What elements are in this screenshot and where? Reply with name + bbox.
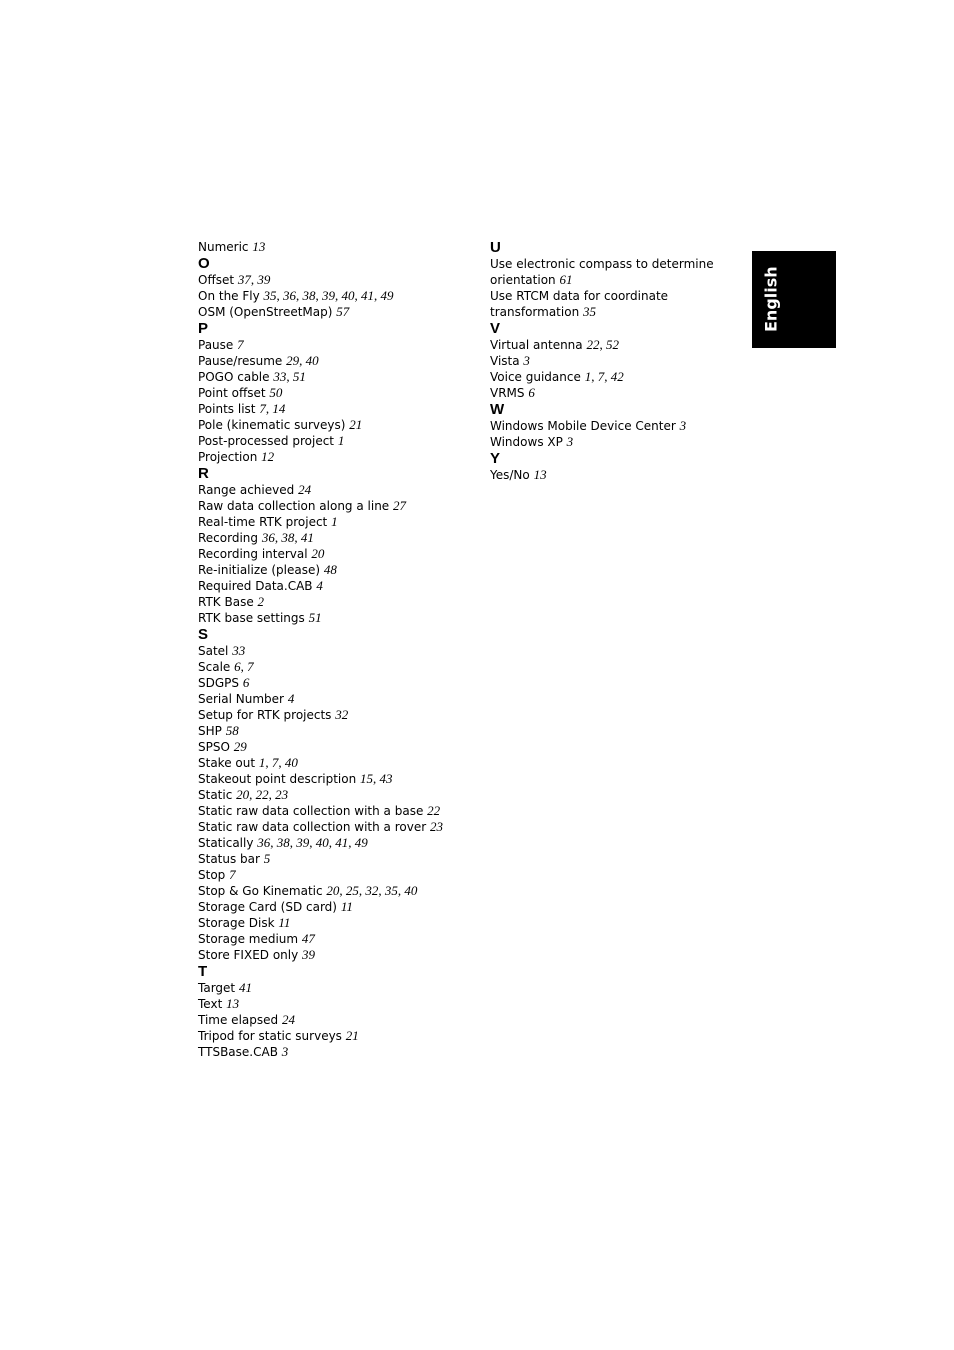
page-number: 1 bbox=[258, 755, 266, 770]
index-entry bbox=[490, 288, 730, 304]
index-entry bbox=[198, 449, 468, 465]
index-term: Pause bbox=[198, 338, 234, 352]
page-number: 51 bbox=[308, 610, 322, 625]
page-number: 14 bbox=[272, 401, 286, 416]
index-term: Numeric bbox=[198, 240, 249, 254]
index-entry bbox=[490, 369, 730, 385]
page-number: 40 bbox=[315, 835, 329, 850]
page-references: 20, 25, 32, 35, 40 bbox=[326, 883, 418, 898]
page-number: 3 bbox=[566, 434, 574, 449]
page-number: 40 bbox=[341, 288, 355, 303]
index-entry bbox=[198, 1012, 468, 1028]
page-references bbox=[243, 675, 250, 690]
index-entry bbox=[198, 594, 468, 610]
page-references bbox=[427, 803, 440, 818]
index-term: Projection bbox=[198, 450, 258, 464]
index-letter-heading-w: W bbox=[490, 401, 505, 418]
index-term: transformation bbox=[490, 305, 580, 319]
index-entry bbox=[198, 239, 468, 255]
index-term: RTK base settings bbox=[198, 611, 305, 625]
index-entry bbox=[490, 256, 730, 272]
index-entry bbox=[490, 467, 730, 483]
page-number: 36 bbox=[257, 835, 271, 850]
index-term: OSM (OpenStreetMap) bbox=[198, 305, 333, 319]
page-number: 1 bbox=[331, 514, 338, 529]
index-letter-heading-p: P bbox=[198, 320, 209, 337]
index-term: Windows XP bbox=[490, 435, 563, 449]
index-entry bbox=[198, 288, 468, 304]
index-term: Vista bbox=[490, 354, 520, 368]
page-number: 61 bbox=[559, 272, 573, 287]
index-term: Statically bbox=[198, 836, 254, 850]
page-references bbox=[309, 610, 322, 625]
page-number: 57 bbox=[336, 304, 350, 319]
page-number: 29 bbox=[233, 739, 247, 754]
page-number: 20 bbox=[311, 546, 325, 561]
index-entry bbox=[198, 980, 468, 996]
page-number: 35 bbox=[263, 288, 277, 303]
index-entry bbox=[198, 562, 468, 578]
page-number: 36 bbox=[283, 288, 297, 303]
page-number: 49 bbox=[354, 835, 368, 850]
page-number: 21 bbox=[345, 1028, 359, 1043]
page-number: 6 bbox=[528, 385, 535, 400]
index-entry bbox=[490, 434, 730, 450]
page-references bbox=[559, 272, 572, 287]
page-references bbox=[239, 980, 252, 995]
index-entry bbox=[198, 899, 468, 915]
page-number: 52 bbox=[605, 337, 619, 352]
page-number: 24 bbox=[281, 1012, 295, 1027]
page-references bbox=[335, 707, 348, 722]
index-term: orientation bbox=[490, 273, 556, 287]
page-references: 1, 7, 42 bbox=[584, 369, 624, 384]
index-letter-heading-o: O bbox=[198, 255, 210, 272]
index-term: Time elapsed bbox=[198, 1013, 279, 1027]
index-column-right bbox=[490, 239, 730, 483]
page-references: 1, 7, 40 bbox=[258, 755, 298, 770]
index-term: On the Fly bbox=[198, 289, 260, 303]
page-references bbox=[288, 691, 295, 706]
index-entry bbox=[490, 385, 730, 401]
page-number: 39 bbox=[302, 947, 316, 962]
page-references bbox=[232, 643, 245, 658]
index-letter-heading-y: Y bbox=[490, 450, 501, 467]
index-column-left bbox=[198, 239, 468, 1060]
page-references bbox=[393, 498, 406, 513]
index-term: Stake out bbox=[198, 756, 256, 770]
index-term: Offset bbox=[198, 273, 235, 287]
page-number: 32 bbox=[365, 883, 379, 898]
page-number: 15 bbox=[360, 771, 374, 786]
page-references bbox=[264, 851, 271, 866]
page-number: 22 bbox=[586, 337, 600, 352]
page-number: 42 bbox=[610, 369, 624, 384]
page-number: 22 bbox=[255, 787, 269, 802]
index-term: Virtual antenna bbox=[490, 338, 583, 352]
index-term: Status bar bbox=[198, 852, 260, 866]
index-term: Target bbox=[198, 981, 236, 995]
index-entry bbox=[198, 723, 468, 739]
index-letter-heading-u: U bbox=[490, 239, 501, 256]
page-number: 23 bbox=[275, 787, 289, 802]
index-entry bbox=[198, 1044, 468, 1060]
index-term: Windows Mobile Device Center bbox=[490, 419, 676, 433]
index-term: Stakeout point description bbox=[198, 772, 357, 786]
page-number: 48 bbox=[323, 562, 337, 577]
index-term: POGO cable bbox=[198, 370, 270, 384]
language-tab bbox=[752, 251, 836, 348]
index-entry bbox=[198, 787, 468, 803]
index-term: Re-initialize (please) bbox=[198, 563, 321, 577]
page-number: 39 bbox=[296, 835, 310, 850]
page-number: 13 bbox=[252, 239, 266, 254]
index-term: Points list bbox=[198, 402, 256, 416]
page-number: 4 bbox=[316, 578, 323, 593]
index-entry bbox=[490, 304, 730, 320]
page-references bbox=[534, 467, 547, 482]
index-term: Point offset bbox=[198, 386, 266, 400]
page-number: 27 bbox=[393, 498, 407, 513]
index-term: Stop bbox=[198, 868, 226, 882]
index-term: Satel bbox=[198, 644, 229, 658]
index-entry bbox=[198, 610, 468, 626]
index-term: Range achieved bbox=[198, 483, 295, 497]
page-number: 35 bbox=[583, 304, 596, 319]
index-entry bbox=[198, 514, 468, 530]
page-references: 7, 14 bbox=[259, 401, 286, 416]
page-number: 25 bbox=[345, 883, 359, 898]
index-entry bbox=[198, 819, 468, 835]
index-term: SHP bbox=[198, 724, 222, 738]
page-references bbox=[346, 1028, 359, 1043]
page-number: 39 bbox=[322, 288, 336, 303]
page-number: 41 bbox=[335, 835, 349, 850]
page-number: 6 bbox=[234, 659, 241, 674]
index-term: Storage medium bbox=[198, 932, 299, 946]
page-references bbox=[341, 899, 353, 914]
page-number: 40 bbox=[305, 353, 319, 368]
page-references bbox=[311, 546, 324, 561]
index-entry bbox=[198, 755, 468, 771]
page-number: 1 bbox=[337, 433, 345, 448]
page-number: 41 bbox=[300, 530, 314, 545]
index-entry bbox=[198, 498, 468, 514]
page-references: 22, 52 bbox=[586, 337, 619, 352]
page-references bbox=[282, 1012, 295, 1027]
page-number: 4 bbox=[287, 691, 295, 706]
page-number: 40 bbox=[404, 883, 418, 898]
language-tab-label: English bbox=[761, 266, 781, 333]
page-references bbox=[331, 514, 338, 529]
index-entry bbox=[198, 401, 468, 417]
page-references bbox=[583, 304, 596, 319]
page-references: 33, 51 bbox=[273, 369, 306, 384]
index-term: Yes/No bbox=[490, 468, 530, 482]
page-references: 35, 36, 38, 39, 40, 41, 49 bbox=[263, 288, 394, 303]
index-term: Recording bbox=[198, 531, 259, 545]
index-entry bbox=[198, 482, 468, 498]
page-number: 21 bbox=[349, 417, 363, 432]
index-entry bbox=[198, 915, 468, 931]
index-entry bbox=[198, 385, 468, 401]
index-entry bbox=[198, 659, 468, 675]
page-references bbox=[336, 304, 349, 319]
page-number: 22 bbox=[427, 803, 441, 818]
index-term: Required Data.CAB bbox=[198, 579, 313, 593]
index-term: Setup for RTK projects bbox=[198, 708, 332, 722]
page-number: 39 bbox=[257, 272, 271, 287]
page-references bbox=[298, 482, 311, 497]
page-references bbox=[226, 723, 239, 738]
page-number: 23 bbox=[429, 819, 443, 834]
index-entry bbox=[198, 433, 468, 449]
page-number: 33 bbox=[232, 643, 246, 658]
page-number: 58 bbox=[225, 723, 239, 738]
page-references bbox=[680, 418, 687, 433]
index-term: Static raw data collection with a rover bbox=[198, 820, 427, 834]
index-entry bbox=[198, 417, 468, 433]
index-entry bbox=[490, 418, 730, 434]
page-number: 38 bbox=[302, 288, 316, 303]
index-term: Storage Disk bbox=[198, 916, 275, 930]
page-references bbox=[523, 353, 530, 368]
index-entry bbox=[198, 643, 468, 659]
index-term: Static bbox=[198, 788, 233, 802]
index-letter-heading-v: V bbox=[490, 320, 501, 337]
page-number: 20 bbox=[236, 787, 250, 802]
index-term: Pause/resume bbox=[198, 354, 283, 368]
page-references bbox=[338, 433, 345, 448]
index-term: Recording interval bbox=[198, 547, 308, 561]
index-letter-heading-s: S bbox=[198, 626, 209, 643]
page-number: 29 bbox=[286, 353, 300, 368]
index-entry bbox=[198, 691, 468, 707]
page-number: 7 bbox=[247, 659, 254, 674]
page-number: 40 bbox=[284, 755, 298, 770]
index-entry bbox=[198, 707, 468, 723]
page-references: 20, 22, 23 bbox=[236, 787, 289, 802]
index-term: Stop & Go Kinematic bbox=[198, 884, 323, 898]
page-number: 3 bbox=[679, 418, 687, 433]
page-references: 29, 40 bbox=[286, 353, 319, 368]
page-number: 33 bbox=[273, 369, 287, 384]
page-references: 6, 7 bbox=[234, 659, 254, 674]
index-term: Voice guidance bbox=[490, 370, 581, 384]
page-number: 41 bbox=[238, 980, 252, 995]
page-references bbox=[229, 867, 236, 882]
index-entry bbox=[198, 883, 468, 899]
index-entry bbox=[198, 1028, 468, 1044]
page-references bbox=[528, 385, 535, 400]
page-references bbox=[567, 434, 574, 449]
page-references bbox=[252, 239, 265, 254]
index-term: Use electronic compass to determine bbox=[490, 257, 714, 271]
page-number: 5 bbox=[263, 851, 271, 866]
page-number: 7 bbox=[597, 369, 605, 384]
index-term: Post-processed project bbox=[198, 434, 335, 448]
index-entry bbox=[198, 530, 468, 546]
page-references bbox=[316, 578, 323, 593]
index-term: SDGPS bbox=[198, 676, 240, 690]
index-term: Static raw data collection with a base bbox=[198, 804, 424, 818]
index-term: VRMS bbox=[490, 386, 525, 400]
index-term: Text bbox=[198, 997, 223, 1011]
page-number: 3 bbox=[523, 353, 530, 368]
index-letter-heading-t: T bbox=[198, 963, 208, 980]
index-entry bbox=[198, 369, 468, 385]
page-number: 50 bbox=[269, 385, 283, 400]
index-entry bbox=[198, 272, 468, 288]
page-references bbox=[237, 337, 244, 352]
index-entry bbox=[490, 353, 730, 369]
page-number: 35 bbox=[384, 883, 398, 898]
page-number: 2 bbox=[257, 594, 265, 609]
index-entry bbox=[198, 304, 468, 320]
page-number: 38 bbox=[276, 835, 290, 850]
index-entry bbox=[198, 947, 468, 963]
index-entry bbox=[198, 996, 468, 1012]
index-entry bbox=[198, 835, 468, 851]
index-term: Raw data collection along a line bbox=[198, 499, 390, 513]
page-number: 7 bbox=[229, 867, 236, 882]
page-number: 41 bbox=[361, 288, 375, 303]
index-term: Storage Card (SD card) bbox=[198, 900, 337, 914]
index-letter-heading-r: R bbox=[198, 465, 209, 482]
page-number: 12 bbox=[261, 449, 275, 464]
page-number: 36 bbox=[261, 530, 275, 545]
index-entry bbox=[198, 578, 468, 594]
page-references bbox=[349, 417, 362, 432]
page-references bbox=[282, 1044, 289, 1059]
page-number: 11 bbox=[278, 915, 291, 930]
index-entry bbox=[490, 337, 730, 353]
page-references: 36, 38, 41 bbox=[261, 530, 314, 545]
index-entry bbox=[198, 851, 468, 867]
index-term: SPSO bbox=[198, 740, 230, 754]
page-number: 32 bbox=[335, 707, 349, 722]
page-references bbox=[278, 915, 290, 930]
page-number: 13 bbox=[226, 996, 240, 1011]
page-references bbox=[302, 931, 315, 946]
page-references: 15, 43 bbox=[360, 771, 393, 786]
index-entry bbox=[198, 546, 468, 562]
index-term: Use RTCM data for coordinate bbox=[490, 289, 669, 303]
page-number: 51 bbox=[292, 369, 306, 384]
page-number: 7 bbox=[271, 755, 279, 770]
index-entry bbox=[198, 337, 468, 353]
page-references bbox=[234, 739, 247, 754]
page-references bbox=[261, 449, 274, 464]
index-term: TTSBase.CAB bbox=[198, 1045, 278, 1059]
index-term: Pole (kinematic surveys) bbox=[198, 418, 346, 432]
page-number: 1 bbox=[584, 369, 592, 384]
page-number: 7 bbox=[259, 401, 266, 416]
index-entry bbox=[198, 353, 468, 369]
index-term: Scale bbox=[198, 660, 231, 674]
index-term: Store FIXED only bbox=[198, 948, 299, 962]
index-entry bbox=[198, 931, 468, 947]
index-entry bbox=[198, 675, 468, 691]
page-references bbox=[430, 819, 443, 834]
page-references: 36, 38, 39, 40, 41, 49 bbox=[257, 835, 368, 850]
index-entry bbox=[198, 739, 468, 755]
page-number: 43 bbox=[379, 771, 393, 786]
page-number: 13 bbox=[533, 467, 547, 482]
index-entry bbox=[198, 803, 468, 819]
page-number: 24 bbox=[298, 482, 312, 497]
index-term: Real-time RTK project bbox=[198, 515, 328, 529]
index-entry bbox=[490, 272, 730, 288]
index-entry bbox=[198, 771, 468, 787]
index-entry bbox=[198, 867, 468, 883]
page-number: 20 bbox=[326, 883, 340, 898]
page-number: 49 bbox=[380, 288, 394, 303]
page-references: 37, 39 bbox=[237, 272, 271, 287]
page-references bbox=[324, 562, 337, 577]
page-number: 38 bbox=[281, 530, 295, 545]
page-number: 47 bbox=[301, 931, 315, 946]
index-term: RTK Base bbox=[198, 595, 254, 609]
page-references bbox=[302, 947, 315, 962]
index-term: Serial Number bbox=[198, 692, 284, 706]
page-number: 11 bbox=[340, 899, 353, 914]
page-number: 3 bbox=[281, 1044, 289, 1059]
page-references bbox=[269, 385, 282, 400]
page-references bbox=[258, 594, 265, 609]
page-number: 7 bbox=[237, 337, 244, 352]
index-term: Tripod for static surveys bbox=[198, 1029, 342, 1043]
page-number: 37 bbox=[237, 272, 251, 287]
page-references bbox=[226, 996, 239, 1011]
page-number: 6 bbox=[242, 675, 250, 690]
